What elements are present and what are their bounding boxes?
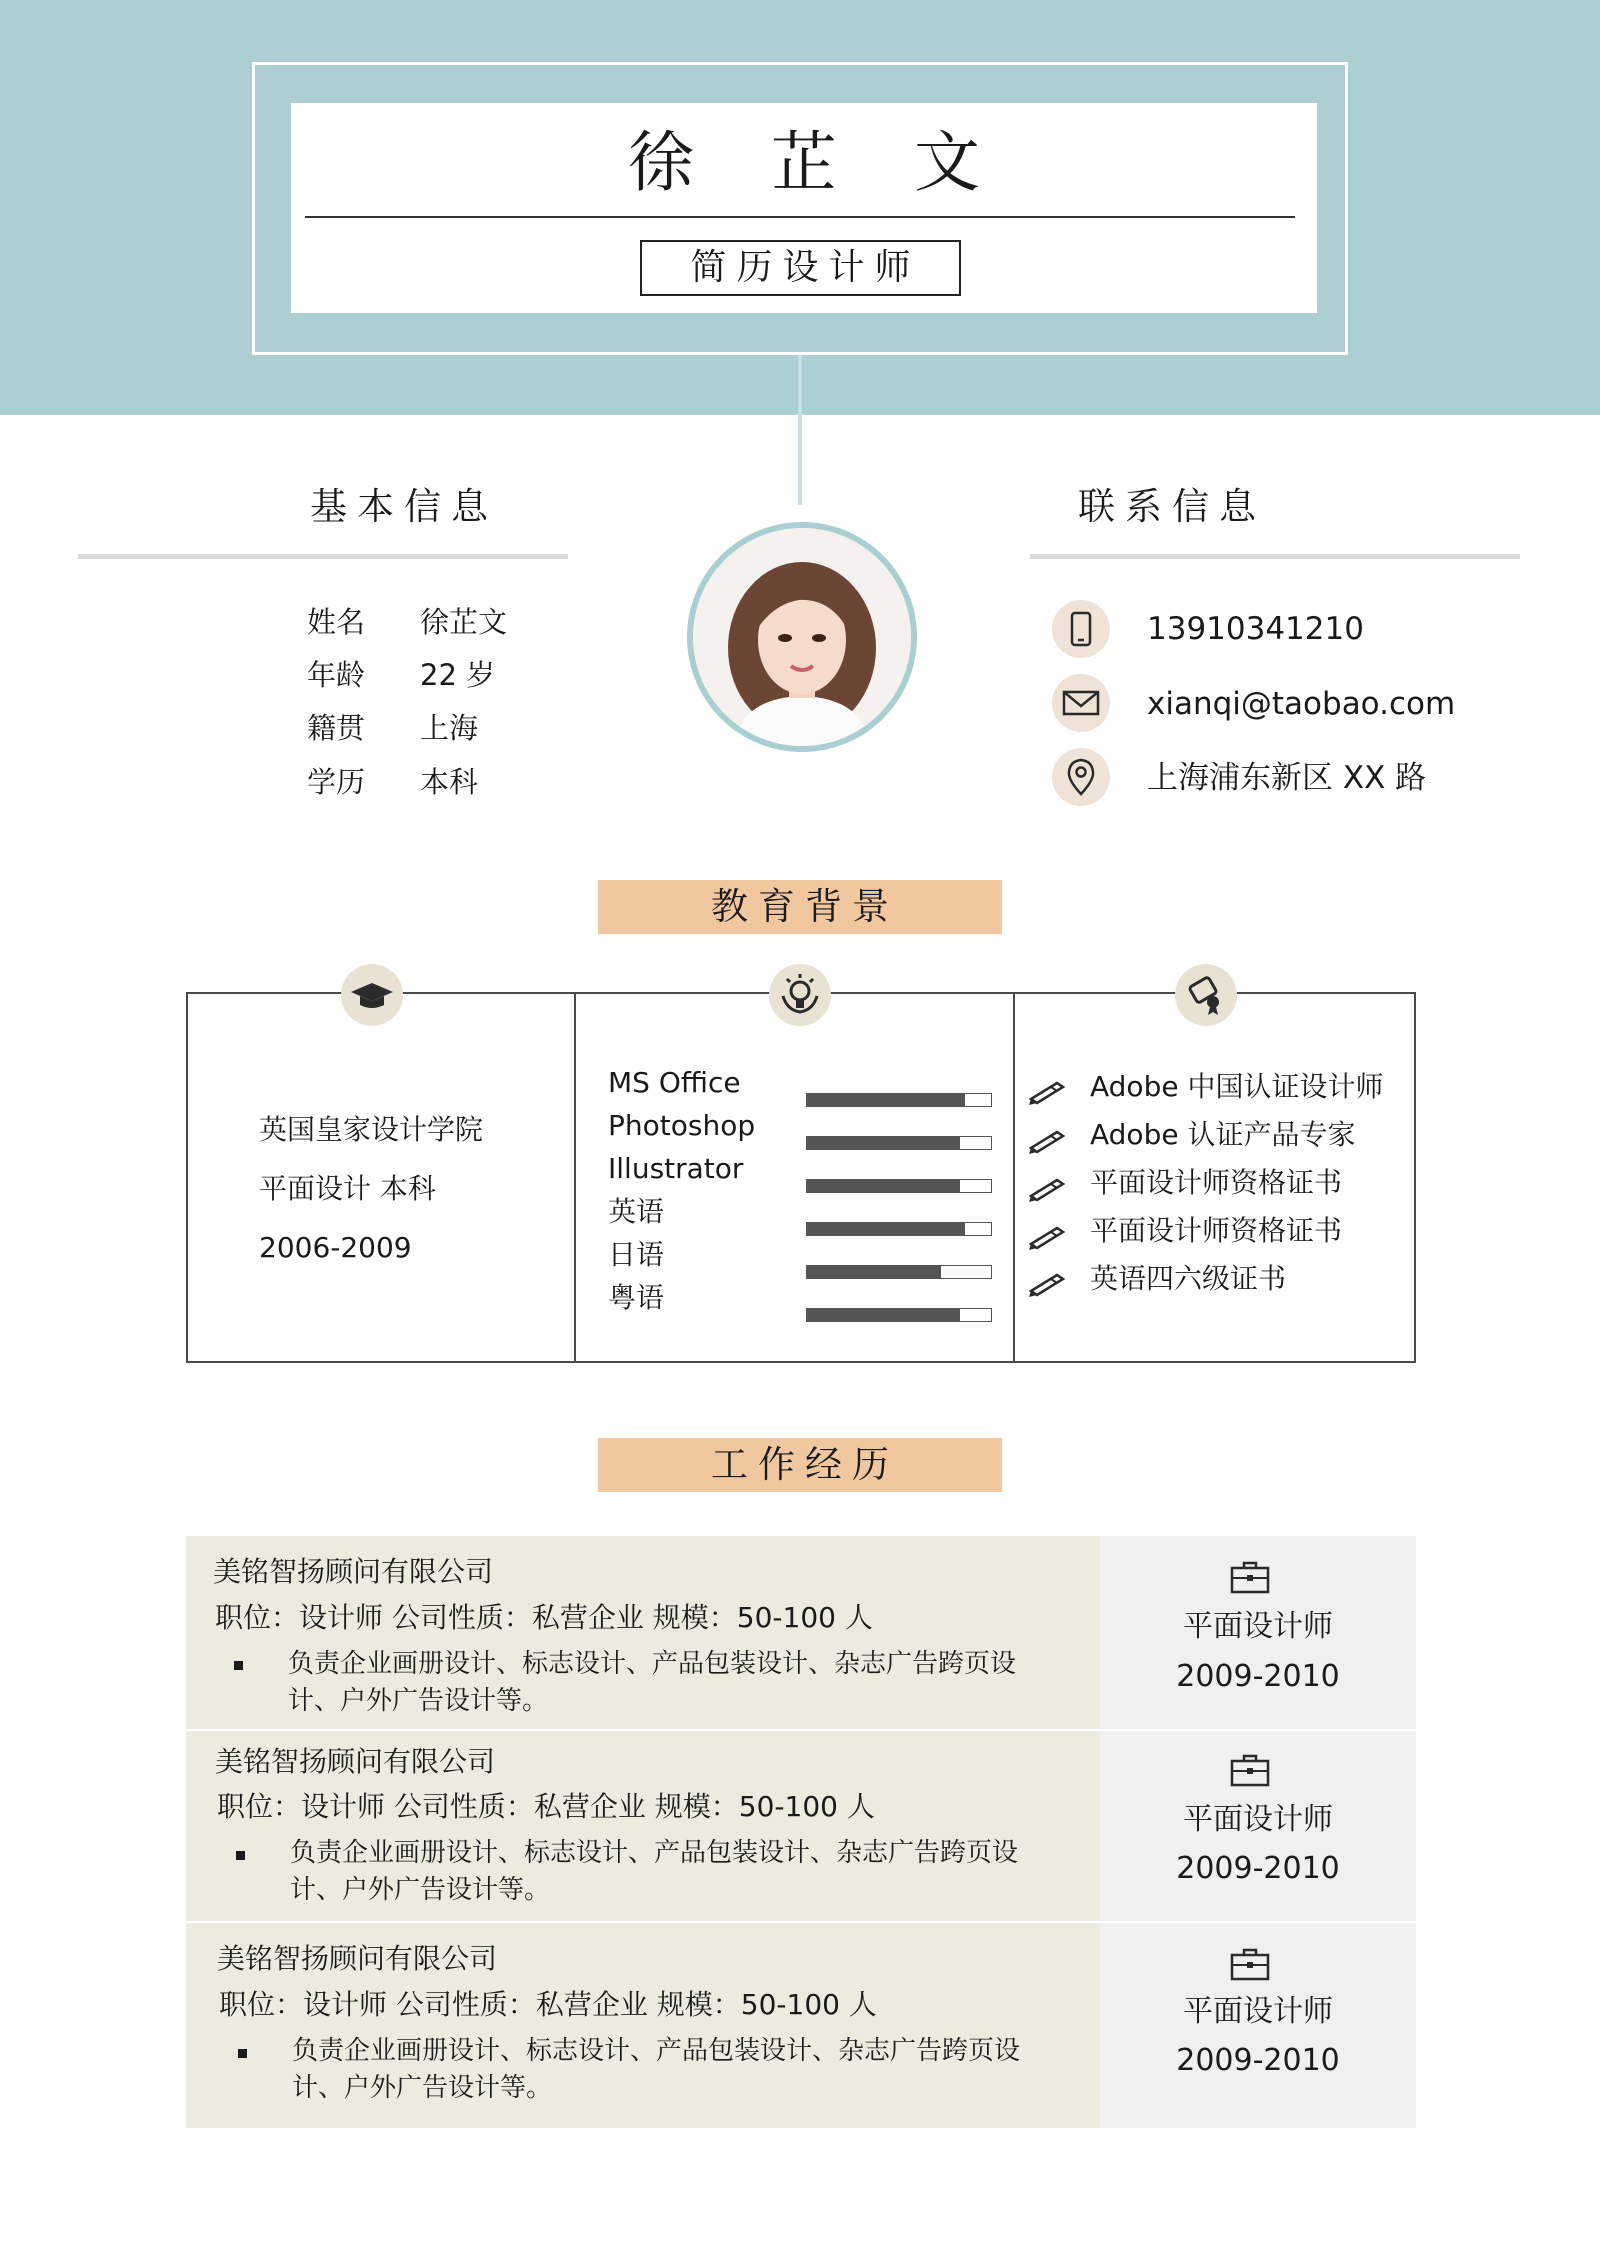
skill-name: MS Office — [608, 1066, 741, 1099]
pen-icon — [1027, 1220, 1067, 1250]
certificate-item: 平面设计师资格证书 — [1090, 1214, 1343, 1247]
pen-icon — [1027, 1075, 1067, 1105]
location-pin-icon — [1052, 748, 1110, 806]
job-role: 平面设计师 — [1183, 1994, 1333, 2029]
home-address: 上海浦东新区 XX 路 — [1147, 760, 1427, 796]
certificate-item: 英语四六级证书 — [1090, 1262, 1287, 1295]
info-label: 籍贯 — [307, 711, 366, 745]
skill-level-bar — [806, 1222, 992, 1236]
skill-level-fill — [807, 1223, 965, 1235]
school-name: 英国皇家设计学院 — [259, 1113, 484, 1146]
info-value: 22 岁 — [420, 658, 496, 692]
skill-level-bar — [806, 1093, 992, 1107]
major-degree: 平面设计 本科 — [259, 1172, 436, 1205]
skill-name: 英语 — [608, 1195, 665, 1228]
job-company: 美铭智扬顾问有限公司 — [213, 1555, 494, 1588]
skill-name: Illustrator — [608, 1152, 744, 1185]
job-description: 负责企业画册设计、标志设计、产品包装设计、杂志广告跨页设计、户外广告设计等。 — [292, 2036, 1021, 2103]
info-value: 本科 — [420, 765, 479, 799]
job-title-box: 简历设计师 — [640, 240, 961, 296]
skill-level-bar — [806, 1179, 992, 1193]
certificate-scroll-icon — [1175, 964, 1237, 1026]
name-divider — [305, 216, 1295, 218]
certificate-item: Adobe 认证产品专家 — [1090, 1118, 1356, 1151]
skill-level-fill — [807, 1309, 960, 1321]
job-years: 2009-2010 — [1176, 2043, 1340, 2078]
briefcase-icon — [1230, 1753, 1270, 1787]
bullet-marker — [234, 1661, 243, 1670]
skill-level-fill — [807, 1137, 960, 1149]
briefcase-icon — [1230, 1947, 1270, 1981]
skill-name: 粤语 — [608, 1281, 665, 1314]
briefcase-icon — [1230, 1560, 1270, 1594]
contact-info-rule — [1030, 554, 1520, 559]
contact-info-heading: 联系信息 — [1078, 485, 1266, 528]
job-meta: 职位：设计师 公司性质：私营企业 规模：50-100 人 — [215, 1601, 873, 1634]
skill-level-fill — [807, 1266, 941, 1278]
job-years: 2009-2010 — [1176, 1659, 1340, 1694]
education-years: 2006-2009 — [259, 1231, 412, 1264]
skill-name: Photoshop — [608, 1109, 756, 1142]
header-connector — [798, 355, 802, 505]
education-divider — [574, 992, 576, 1363]
basic-info-heading: 基本信息 — [310, 485, 498, 528]
basic-info-rule — [78, 554, 568, 559]
phone-icon — [1052, 600, 1110, 658]
education-divider — [1013, 992, 1015, 1363]
info-label: 年龄 — [307, 658, 366, 692]
pen-icon — [1027, 1172, 1067, 1202]
job-description: 负责企业画册设计、标志设计、产品包装设计、杂志广告跨页设计、户外广告设计等。 — [290, 1838, 1019, 1905]
info-label: 姓名 — [307, 605, 366, 639]
certificate-item: 平面设计师资格证书 — [1090, 1166, 1343, 1199]
skill-level-bar — [806, 1308, 992, 1322]
skill-level-fill — [807, 1094, 965, 1106]
certificate-item: Adobe 中国认证设计师 — [1090, 1070, 1384, 1103]
job-role: 平面设计师 — [1183, 1802, 1333, 1837]
job-company: 美铭智扬顾问有限公司 — [217, 1942, 498, 1975]
bullet-marker — [238, 2049, 247, 2058]
phone-number: 13910341210 — [1147, 611, 1364, 647]
education-heading: 教育背景 — [598, 880, 1002, 934]
info-value: 上海 — [420, 711, 479, 745]
job-years: 2009-2010 — [1176, 1851, 1340, 1886]
skill-level-fill — [807, 1180, 960, 1192]
avatar — [687, 522, 917, 752]
info-label: 学历 — [307, 765, 366, 799]
skill-name: 日语 — [608, 1238, 665, 1271]
mail-icon — [1052, 674, 1110, 732]
job-meta: 职位：设计师 公司性质：私营企业 规模：50-100 人 — [219, 1988, 877, 2021]
job-role: 平面设计师 — [1183, 1609, 1333, 1644]
job-description: 负责企业画册设计、标志设计、产品包装设计、杂志广告跨页设计、户外广告设计等。 — [288, 1649, 1017, 1716]
job-company: 美铭智扬顾问有限公司 — [215, 1745, 496, 1778]
work-heading: 工作经历 — [598, 1438, 1002, 1492]
pen-icon — [1027, 1267, 1067, 1297]
lightbulb-icon — [769, 964, 831, 1026]
bullet-marker — [236, 1851, 245, 1860]
info-value: 徐芷文 — [420, 605, 508, 639]
skill-level-bar — [806, 1136, 992, 1150]
resume-name: 徐 芷 文 — [628, 124, 1008, 201]
pen-icon — [1027, 1124, 1067, 1154]
email-address: xianqi@taobao.com — [1147, 686, 1456, 722]
graduation-cap-icon — [341, 964, 403, 1026]
job-meta: 职位：设计师 公司性质：私营企业 规模：50-100 人 — [217, 1790, 875, 1823]
skill-level-bar — [806, 1265, 992, 1279]
